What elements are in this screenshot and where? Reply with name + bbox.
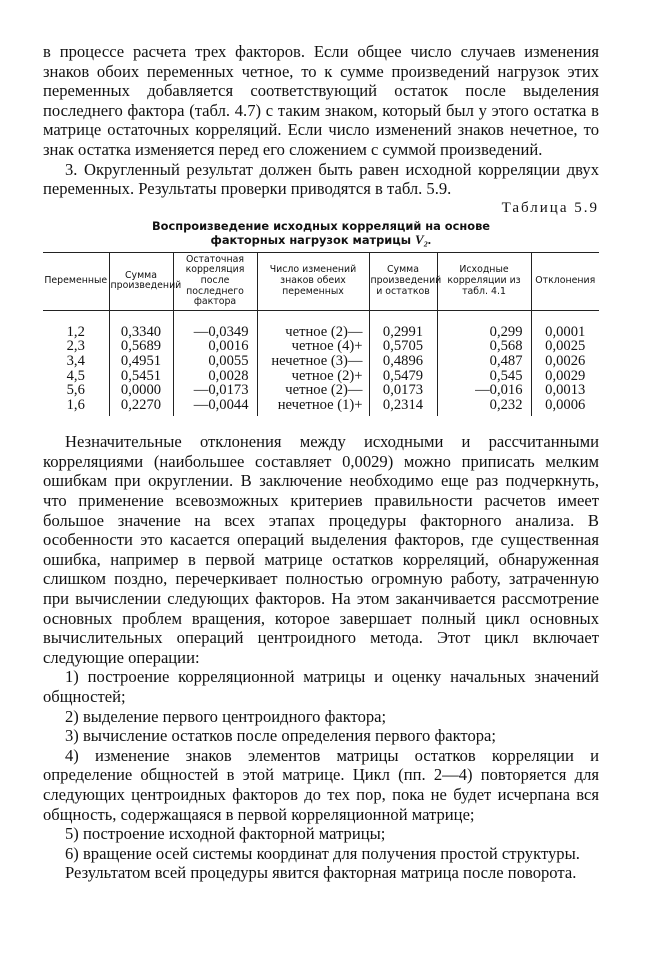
cell-original: 0,545 [437, 369, 531, 384]
cell-variables: 3,4 [66, 352, 85, 369]
list-item: 2) выделение первого центроидного фактора; [65, 706, 387, 726]
table-header-row [43, 252, 599, 310]
table-label: Таблица 5.9 [501, 199, 599, 216]
cell-deviation: 0,0006 [531, 398, 599, 417]
paragraph: в процессе расчета трех факторов. Если общее число случаев изменения знаков обоих переменных четное, то к сумме произведений нагрузок этих переменных добавляется соответствующий остаток после выделения последнего фактора (табл. 4.7) с таким знаком, который был у этого остатка в матрице остаточных корреляций. Если число изменений знаков нечетное, то знак остатка изменяется перед его сложением с суммой произведений. [43, 42, 599, 159]
table-title-line2-text: факторных нагрузок матрицы [210, 232, 412, 247]
cell-sign-changes: нечетное (3)— [257, 354, 369, 369]
cell-sum-products: 0,4951 [109, 354, 173, 369]
cell-residual: —0,0173 [173, 383, 257, 398]
cell-sum-with-residual: 0,0173 [369, 383, 437, 398]
cell-residual: 0,0016 [173, 339, 257, 354]
cell-original: 0,487 [437, 354, 531, 369]
paragraph-final: Результатом всей процедуры явится факторная матрица после поворота. [65, 863, 577, 883]
table-title-symbol: V₂. [415, 231, 432, 247]
table-row [43, 383, 599, 398]
table-title-line2 [43, 233, 599, 247]
cell-sum-with-residual: 0,5479 [369, 369, 437, 384]
header-deviations: Отклонения [531, 252, 599, 310]
list-item: 5) построение исходной факторной матрицы; [65, 824, 386, 844]
header-variables: Переменные [43, 252, 109, 310]
paragraph-conclusion: Незначительные отклонения между исходными и рассчитанными корреляциями (наибольшее составляет 0,0029) можно приписать мелким ошибкам при округлении. В заключение необходимо еще раз подчеркнуть, что применение всевозможных критериев правильности расчетов имеет большое значение на всех этапах процедуры факторного анализа. В особенности это касается операций выделения факторов, где существенная ошибка, например в первой матрице остатков корреляций, обнаруженная слишком поздно, перечеркивает полностью огромную работу, затраченную при вычислении следующих факторов. На этом заканчивается рассмотрение основных проблем вращения, которое завершает полный цикл основных вычислительных операций центроидного метода. Этот цикл включает следующие операции: [43, 432, 599, 667]
cell-residual: —0,0349 [173, 310, 257, 339]
cell-sign-changes: четное (2)— [257, 310, 369, 339]
cell-variables: 1,6 [66, 396, 85, 413]
list-item: 1) построение корреляционной матрицы и оценку начальных значений общностей; [43, 667, 599, 706]
paragraph-step-3: 3. Округленный результат должен быть равен исходной корреляции двух переменных. Результаты проверки приводятся в табл. 5.9. [43, 159, 599, 199]
cell-sum-with-residual: 0,2991 [369, 310, 437, 339]
cell-sum-products: 0,5451 [109, 369, 173, 384]
cell-sign-changes: четное (2)— [257, 383, 369, 398]
header-original: Исходные корреляции из табл. 4.1 [437, 252, 531, 310]
cell-sum-with-residual: 0,5705 [369, 339, 437, 354]
table-title-line1: Воспроизведение исходных корреляций на основе [151, 218, 491, 233]
page [43, 42, 599, 883]
cell-deviation: 0,0026 [531, 354, 599, 369]
cell-sum-products: 0,5689 [109, 339, 173, 354]
table-row [43, 369, 599, 384]
cell-residual: 0,0028 [173, 369, 257, 384]
cell-sum-products: 0,2270 [109, 398, 173, 417]
table-row [43, 339, 599, 354]
header-sum-with-residual: Сумма произведений и остатков [369, 252, 437, 310]
cell-sign-changes: нечетное (1)+ [257, 398, 369, 417]
cell-sum-with-residual: 0,2314 [369, 398, 437, 417]
table-row [43, 354, 599, 369]
list-item: 4) изменение знаков элементов матрицы остатков корреляции и определение общностей в этой матрице. Цикл (пп. 2—4) повторяется для следующих центроидных факторов до тех пор, пока не будет исчерпана вся общность, содержащаяся в первой корреляционной матрице; [43, 745, 599, 824]
cell-original: 0,568 [437, 339, 531, 354]
cell-variables: 2,3 [66, 338, 85, 355]
cell-residual: 0,0055 [173, 354, 257, 369]
table-title [43, 219, 599, 247]
cell-variables: 5,6 [66, 382, 85, 399]
cell-variables: 4,5 [66, 367, 85, 384]
cell-variables: 1,2 [66, 323, 85, 340]
header-sum-products: Сумма произведений [109, 252, 173, 310]
cell-residual: —0,0044 [173, 398, 257, 417]
cell-deviation: 0,0029 [531, 369, 599, 384]
cell-sign-changes: четное (2)+ [257, 369, 369, 384]
cell-sum-with-residual: 0,4896 [369, 354, 437, 369]
table-row [43, 398, 599, 417]
cell-deviation: 0,0025 [531, 339, 599, 354]
cell-sum-products: 0,0000 [109, 383, 173, 398]
correlation-table [43, 252, 599, 417]
header-sign-changes: Число изменений знаков обеих переменных [257, 252, 369, 310]
cell-sign-changes: четное (4)+ [257, 339, 369, 354]
steps-list [43, 667, 599, 863]
table-row [43, 310, 599, 339]
cell-original: 0,299 [437, 310, 531, 339]
list-item: 3) вычисление остатков после определения первого фактора; [65, 726, 497, 746]
list-item: 6) вращение осей системы координат для получения простой структуры. [65, 843, 580, 863]
header-residual: Остаточная корреляция после последнего фактора [173, 252, 257, 310]
cell-deviation: 0,0013 [531, 383, 599, 398]
cell-original: —0,016 [437, 383, 531, 398]
cell-original: 0,232 [437, 398, 531, 417]
cell-sum-products: 0,3340 [109, 310, 173, 339]
cell-deviation: 0,0001 [531, 310, 599, 339]
